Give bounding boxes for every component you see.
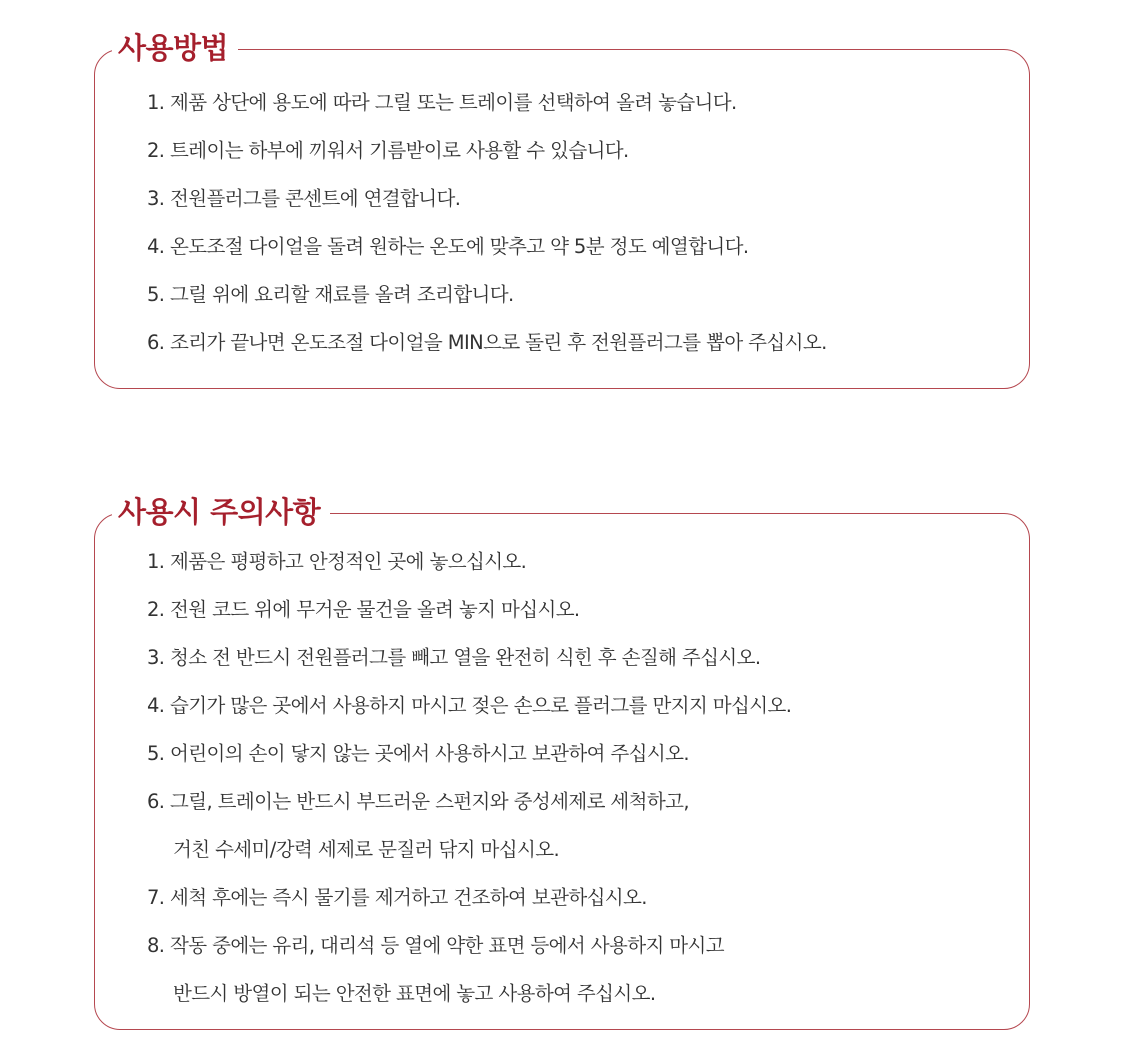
caution-item: 8. 작동 중에는 유리, 대리석 등 열에 약한 표면 등에서 사용하지 마시고: [147, 934, 724, 957]
usage-item: 3. 전원플러그를 콘센트에 연결합니다.: [147, 187, 461, 210]
usage-item: 1. 제품 상단에 용도에 따라 그릴 또는 트레이를 선택하여 올려 놓습니다.: [147, 91, 737, 114]
usage-item: 5. 그릴 위에 요리할 재료를 올려 조리합니다.: [147, 283, 514, 306]
caution-list: [147, 538, 791, 1018]
usage-section-title: 사용방법: [112, 28, 238, 68]
caution-item: 7. 세척 후에는 즉시 물기를 제거하고 건조하여 보관하십시오.: [147, 886, 647, 909]
caution-item: 2. 전원 코드 위에 무거운 물건을 올려 놓지 마십시오.: [147, 598, 580, 621]
usage-item: 4. 온도조절 다이얼을 돌려 원하는 온도에 맞추고 약 5분 정도 예열합니다.: [147, 235, 749, 258]
caution-item: 5. 어린이의 손이 닿지 않는 곳에서 사용하시고 보관하여 주십시오.: [147, 742, 689, 765]
usage-item: 6. 조리가 끝나면 온도조절 다이얼을 MIN으로 돌린 후 전원플러그를 뽑아 주십시오.: [147, 331, 827, 354]
usage-item: 2. 트레이는 하부에 끼워서 기름받이로 사용할 수 있습니다.: [147, 139, 629, 162]
usage-instructions-list: [147, 79, 827, 367]
caution-item: 4. 습기가 많은 곳에서 사용하지 마시고 젖은 손으로 플러그를 만지지 마십시오.: [147, 694, 792, 717]
caution-item-continuation: 거친 수세미/강력 세제로 문질러 닦지 마십시오.: [173, 838, 560, 861]
caution-item: 1. 제품은 평평하고 안정적인 곳에 놓으십시오.: [147, 550, 527, 573]
caution-section-title: 사용시 주의사항: [112, 492, 330, 532]
caution-item: 3. 청소 전 반드시 전원플러그를 빼고 열을 완전히 식힌 후 손질해 주십시오.: [147, 646, 761, 669]
caution-item: 6. 그릴, 트레이는 반드시 부드러운 스펀지와 중성세제로 세척하고,: [147, 790, 689, 813]
caution-item-continuation: 반드시 방열이 되는 안전한 표면에 놓고 사용하여 주십시오.: [173, 982, 656, 1005]
